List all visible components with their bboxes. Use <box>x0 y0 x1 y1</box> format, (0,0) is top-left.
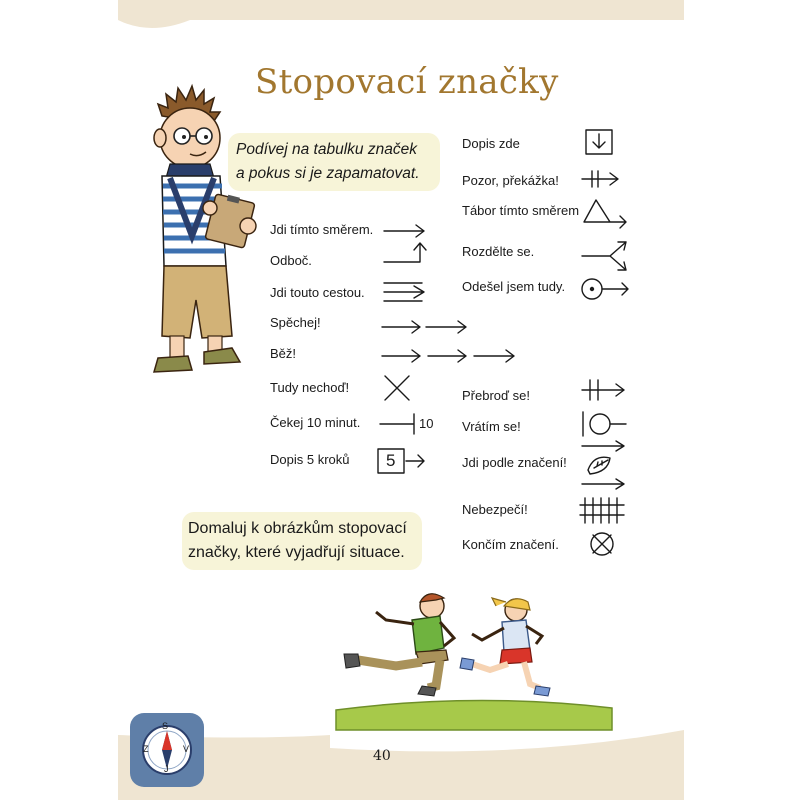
sign-label: Končím značení. <box>462 537 559 552</box>
sign-label: Nebezpečí! <box>462 502 528 517</box>
boy-scout-illustration <box>140 86 270 378</box>
sign-label: Rozdělte se. <box>462 244 535 259</box>
compass-east: V <box>183 744 190 754</box>
page-title: Stopovací značky <box>255 62 559 102</box>
sign-label: Přebroď se! <box>462 388 530 403</box>
split-arrow-icon <box>580 238 634 274</box>
sign-label: Jdi tímto směrem. <box>270 222 374 237</box>
three-arrows-icon <box>380 347 520 365</box>
sign-label: Běž! <box>270 346 297 361</box>
return-sign-icon <box>580 410 630 438</box>
page-number: 40 <box>373 748 391 764</box>
compass-west: Z <box>143 744 149 754</box>
wait-sign-number: 10 <box>419 416 434 431</box>
sign-label: Spěchej! <box>270 315 321 330</box>
ford-arrow-icon <box>580 378 630 402</box>
sign-label: Tudy nechoď! <box>270 380 350 395</box>
leaf-arrows-icon <box>580 440 630 490</box>
sign-label: Jdi podle značení! <box>462 455 567 470</box>
circle-dot-arrow-icon <box>580 277 634 301</box>
sign-label: Tábor tímto směrem <box>462 203 580 218</box>
camp-arrow-icon <box>582 196 632 228</box>
sign-label: Pozor, překážka! <box>462 173 559 188</box>
letter-steps-icon <box>376 447 430 475</box>
intro-text <box>236 138 420 186</box>
letter-box-icon <box>584 128 616 158</box>
task-bubble <box>182 512 422 570</box>
end-circle-icon <box>588 530 616 558</box>
danger-fence-icon <box>578 496 628 526</box>
double-arrow-icon <box>380 318 472 336</box>
sign-label: Čekej 10 minut. <box>270 415 361 430</box>
task-text <box>188 517 407 565</box>
obstacle-arrow-icon <box>580 168 624 190</box>
running-children-illustration <box>336 588 612 730</box>
sign-label: Odboč. <box>270 253 312 268</box>
task-line-1: Domaluj k obrázkům stopovací <box>188 520 407 537</box>
wait-sign-icon <box>378 412 418 436</box>
compass-north: S <box>162 721 169 731</box>
intro-bubble <box>228 133 440 191</box>
sign-label: Odešel jsem tudy. <box>462 279 566 294</box>
compass-south: J <box>164 764 169 774</box>
arrow-icon <box>382 222 428 240</box>
intro-line-1: Podívej na tabulku značek <box>236 141 417 158</box>
sign-label: Dopis zde <box>462 136 520 151</box>
turn-arrow-icon <box>382 240 428 266</box>
triple-arrow-icon <box>382 278 428 306</box>
cross-icon <box>382 373 412 403</box>
letter-steps-number: 5 <box>386 451 396 470</box>
sign-label: Dopis 5 kroků <box>270 452 350 467</box>
sign-label: Jdi touto cestou. <box>270 285 365 300</box>
intro-line-2: a pokus si je zapamatovat. <box>236 165 420 182</box>
task-line-2: značky, které vyjadřují situace. <box>188 544 405 561</box>
sign-label: Vrátím se! <box>462 419 521 434</box>
